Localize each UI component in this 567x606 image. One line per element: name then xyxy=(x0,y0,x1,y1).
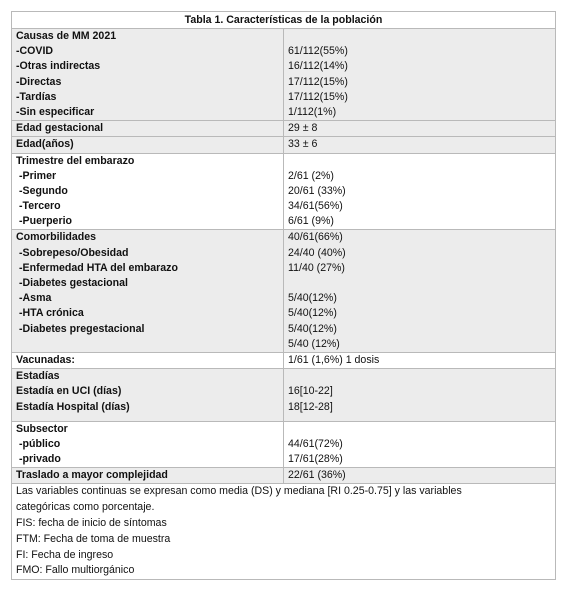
section-labels xyxy=(12,421,284,468)
row-value xyxy=(288,369,551,384)
section-labels xyxy=(12,352,284,368)
row-value: 34/61(56%) xyxy=(288,200,343,213)
section-labels xyxy=(12,153,284,230)
note-line: FIS: fecha de inicio de síntomas xyxy=(16,517,167,530)
row-label: -Puerperio xyxy=(19,215,72,228)
row-value: 44/61(72%) xyxy=(288,437,343,450)
row-value xyxy=(288,422,551,437)
section-values xyxy=(284,468,556,484)
row-label: Traslado a mayor complejidad xyxy=(16,469,168,482)
note-line: Las variables continuas se expresan como media (DS) y mediana [RI 0.25-0.75] y las variables xyxy=(16,485,462,498)
row-value: 5/40(12%) xyxy=(288,322,337,335)
row-value: 1/112(1%) xyxy=(288,105,337,118)
section-values xyxy=(284,153,556,230)
row-label: -Sobrepeso/Obesidad xyxy=(19,246,129,259)
table-section xyxy=(12,121,556,137)
row-label xyxy=(16,337,279,352)
row-label: Subsector xyxy=(16,422,68,435)
row-value xyxy=(288,29,551,44)
row-label: -Directas xyxy=(16,75,62,88)
row-value: 16[10-22] xyxy=(288,385,333,398)
row-label: -Segundo xyxy=(19,184,68,197)
note-line: FTM: Fecha de toma de muestra xyxy=(16,532,171,545)
row-value: 16/112(14%) xyxy=(288,60,348,73)
section-values xyxy=(284,230,556,353)
table-section xyxy=(12,29,556,121)
table-title: Tabla 1. Características de la población xyxy=(12,12,556,29)
row-label: Trimestre del embarazo xyxy=(16,154,135,167)
row-label: -privado xyxy=(19,453,61,466)
section-labels xyxy=(12,121,284,137)
note-line: FMO: Fallo multiorgánico xyxy=(16,564,135,577)
section-values xyxy=(284,29,556,121)
row-label: -HTA crónica xyxy=(19,307,84,320)
row-label: -Primer xyxy=(19,169,57,182)
row-value: 1/61 (1,6%) 1 dosis xyxy=(288,353,380,366)
row-value: 5/40 (12%) xyxy=(288,337,340,350)
section-labels xyxy=(12,468,284,484)
row-label: -Sin especificar xyxy=(16,105,95,118)
table-section xyxy=(12,137,556,153)
row-value: 24/40 (40%) xyxy=(288,246,346,259)
row-value xyxy=(288,154,551,169)
row-label: -Tercero xyxy=(19,200,61,213)
row-label: -Diabetes pregestacional xyxy=(19,322,145,335)
row-label: -Diabetes gestacional xyxy=(19,277,128,289)
row-value: 33 ± 6 xyxy=(288,138,318,151)
row-value: 22/61 (36%) xyxy=(288,469,346,482)
note-line: categóricas como porcentaje. xyxy=(16,501,155,514)
row-value: 18[12-28] xyxy=(288,400,333,413)
table-notes xyxy=(12,484,556,580)
row-label: Estadías xyxy=(16,370,60,383)
section-values xyxy=(284,121,556,137)
row-value: 17/61(28%) xyxy=(288,453,343,466)
row-value: 17/112(15%) xyxy=(288,75,348,88)
row-value: 5/40(12%) xyxy=(288,292,337,305)
row-label: Vacunadas: xyxy=(16,353,75,366)
row-value: 2/61 (2%) xyxy=(288,169,334,182)
table-section xyxy=(12,468,556,484)
section-values xyxy=(284,352,556,368)
row-label: Comorbilidades xyxy=(16,231,97,244)
row-label: Estadía Hospital (días) xyxy=(16,400,130,413)
row-label: -público xyxy=(19,437,61,450)
row-value: 11/40 (27%) xyxy=(288,261,345,274)
row-value: 5/40(12%) xyxy=(288,307,337,320)
row-label: -Enfermedad HTA del embarazo xyxy=(19,261,178,274)
section-values xyxy=(284,421,556,468)
table-section xyxy=(12,230,556,353)
table-section xyxy=(12,153,556,230)
row-value: 17/112(15%) xyxy=(288,90,348,103)
note-line: FI: Fecha de ingreso xyxy=(16,548,114,561)
row-value: 61/112(55%) xyxy=(288,45,348,58)
row-value: 6/61 (9%) xyxy=(288,215,334,228)
population-table xyxy=(11,11,556,580)
section-values xyxy=(284,369,556,422)
row-label: Edad gestacional xyxy=(16,122,104,135)
section-labels xyxy=(12,230,284,353)
section-labels xyxy=(12,29,284,121)
row-label: -Asma xyxy=(19,292,52,305)
row-label: -Tardías xyxy=(16,90,57,103)
row-value: 29 ± 8 xyxy=(288,122,318,135)
section-labels xyxy=(12,369,284,422)
row-label: Causas de MM 2021 xyxy=(16,30,117,42)
section-values xyxy=(284,137,556,153)
table-section xyxy=(12,352,556,368)
row-label: -COVID xyxy=(16,45,54,58)
row-label: Edad(años) xyxy=(16,138,74,151)
row-label: Estadía en UCI (días) xyxy=(16,385,122,398)
row-value: 40/61(66%) xyxy=(288,231,343,244)
table-section xyxy=(12,421,556,468)
section-labels xyxy=(12,137,284,153)
row-value: 20/61 (33%) xyxy=(288,184,346,197)
row-value xyxy=(288,276,551,291)
table-section xyxy=(12,369,556,422)
row-label: -Otras indirectas xyxy=(16,60,101,73)
